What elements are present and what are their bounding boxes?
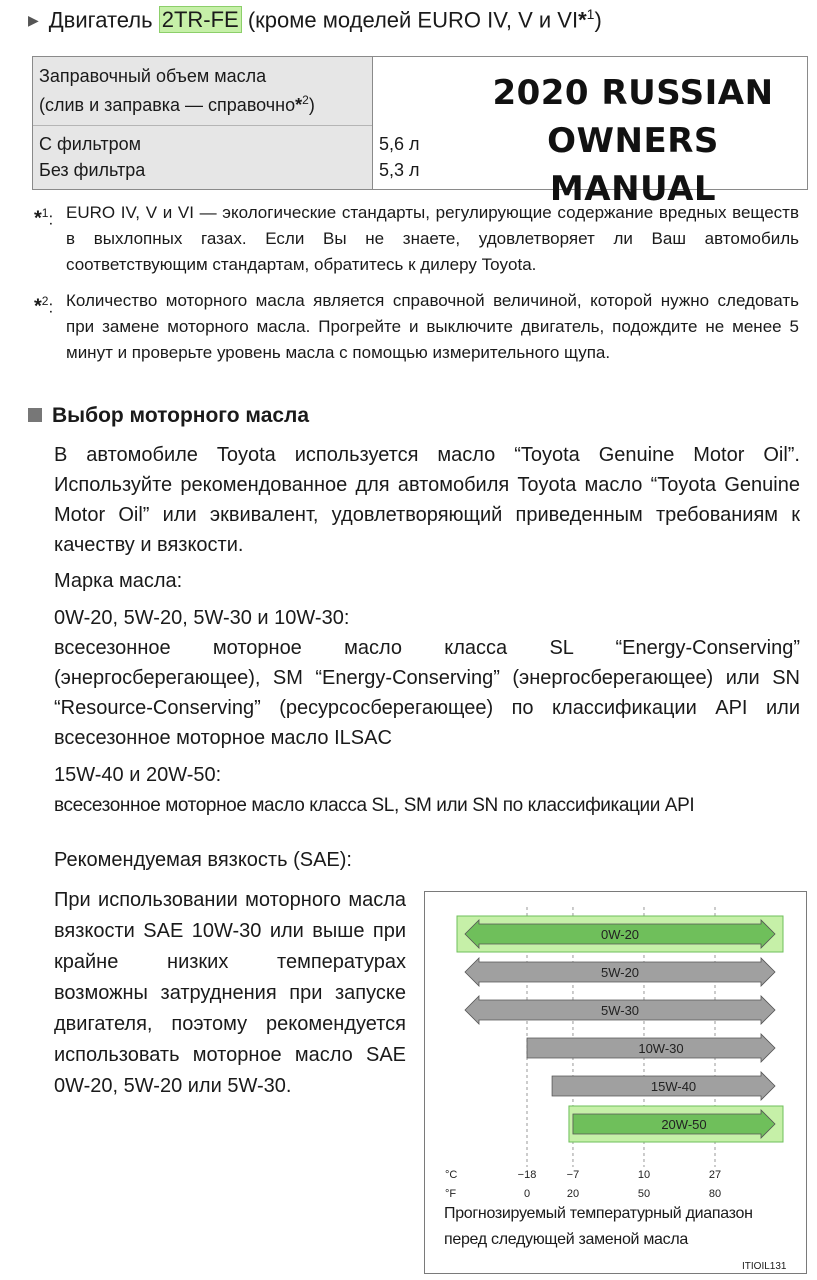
- capacity-close: ): [308, 95, 315, 115]
- engine-suffix: (кроме моделей EURO IV, V и VI: [247, 7, 579, 33]
- fahrenheit-tick: 0: [523, 1188, 531, 1200]
- capacity-row-labels: [39, 131, 145, 183]
- intro-paragraph: В автомобиле Toyota используется масло “Toyota Genuine Motor Oil”. Используйте рекомендованное для автомобиля Toyota масло “Toyota Genuine Motor Oil” или эквивалент, удовлетворяющий приведенным требованиям к качеству и вязкости.: [54, 444, 800, 556]
- footnote-marker: *$^1$:: [34, 206, 54, 230]
- capacity-label-line1: Заправочный объем масла: [39, 66, 267, 86]
- footnote-star: *: [295, 95, 303, 115]
- fahrenheit-tick: 80: [708, 1188, 722, 1200]
- celsius-tick: −7: [566, 1169, 580, 1181]
- viscosity-text: При использовании моторного масла вязкости SAE 10W-30 или выше при крайне низких температурах возможны затруднения при запуске двигателя, поэтому рекомендуется использовать моторное масло SAE 0W-20, 5W-20 или 5W-30.: [54, 889, 406, 1097]
- oil-capacity-table: [32, 56, 808, 209]
- celsius-unit: °C: [445, 1169, 458, 1181]
- celsius-tick: 10: [637, 1169, 651, 1181]
- engine-close: ): [594, 7, 602, 33]
- fahrenheit-unit: °F: [445, 1188, 457, 1200]
- viscosity-label: 0W-20: [600, 927, 640, 942]
- fahrenheit-tick: 50: [637, 1188, 651, 1200]
- footnote-star: *: [578, 7, 587, 33]
- chart-caption: [444, 1201, 753, 1253]
- watermark-stamp: [463, 69, 803, 213]
- footnote-marker: *$^2$:: [34, 294, 54, 318]
- footnote-ref: 2: [302, 93, 309, 107]
- engine-heading: [28, 6, 602, 33]
- footnote-1: [34, 200, 799, 278]
- section-heading: [28, 404, 309, 428]
- grade-label: Марка масла:: [54, 570, 183, 592]
- engine-prefix: Двигатель: [48, 7, 153, 33]
- viscosity-label: Рекомендуемая вязкость (SAE):: [54, 849, 352, 871]
- viscosity-label: 5W-20: [600, 965, 640, 980]
- chart-caption-line2: перед следующей заменой масла: [444, 1231, 688, 1248]
- engine-code-highlight: 2TR-FE: [159, 6, 242, 33]
- watermark-line2: OWNERS MANUAL: [547, 121, 719, 209]
- figure-code: ITIOIL131: [742, 1261, 787, 1272]
- viscosity-label: 10W-30: [638, 1041, 684, 1056]
- fahrenheit-tick: 20: [566, 1188, 580, 1200]
- capacity-label-line2: (слив и заправка — справочно: [39, 95, 296, 115]
- row-divider: [33, 125, 372, 126]
- with-filter-value: 5,6 л: [379, 134, 420, 154]
- without-filter-value: 5,3 л: [379, 160, 420, 180]
- section-title: Выбор моторного масла: [52, 404, 310, 427]
- footnote-ref: 1: [586, 6, 595, 22]
- viscosity-label: 15W-40: [650, 1079, 697, 1094]
- celsius-tick: 27: [708, 1169, 722, 1181]
- celsius-tick: −18: [517, 1169, 537, 1181]
- footnote-text: Количество моторного масла является справочной величиной, которой нужно следовать при замене моторного масла. Прогрейте и выключите двигатель, подождите не менее 5 минут и проверьте уровень масла с помощью измерительного щупа.: [66, 291, 799, 362]
- capacity-label: [39, 64, 315, 117]
- viscosity-label: 5W-30: [600, 1003, 640, 1018]
- grade2-text: всесезонное моторное масло класса SL, SM или SN по классификации API: [54, 795, 695, 816]
- grade1-text: всесезонное моторное масло класса SL “Energy-Conserving” (энергосберегающее), SM “Energy-Conserving” (энергосберегающее) или SN “Resource-Conserving” (ресурсосберегающее) по классификации API или всесезонное моторное масло ILSAC: [54, 637, 800, 749]
- triangle-bullet-icon: ▶: [28, 12, 39, 29]
- footnote-text: EURO IV, V и VI — экологические стандарты, регулирующие содержание вредных веществ в выхлопных газах. Если Вы не знаете, удовлетворяет ли Ваш автомобиль соответствующим стандартам, обратитесь к дилеру Toyota.: [66, 203, 799, 274]
- grade1-title: 0W-20, 5W-20, 5W-30 и 10W-30:: [54, 607, 350, 629]
- square-bullet-icon: [28, 408, 42, 422]
- chart-caption-line1: Прогнозируемый температурный диапазон: [444, 1205, 753, 1222]
- grade2-title: 15W-40 и 20W-50:: [54, 764, 222, 786]
- footnote-2: [34, 288, 799, 366]
- viscosity-label: 20W-50: [661, 1117, 707, 1132]
- capacity-row-values: [379, 131, 420, 183]
- without-filter-label: Без фильтра: [39, 160, 146, 180]
- with-filter-label: С фильтром: [39, 134, 141, 154]
- watermark-line1: 2020 RUSSIAN: [492, 73, 774, 113]
